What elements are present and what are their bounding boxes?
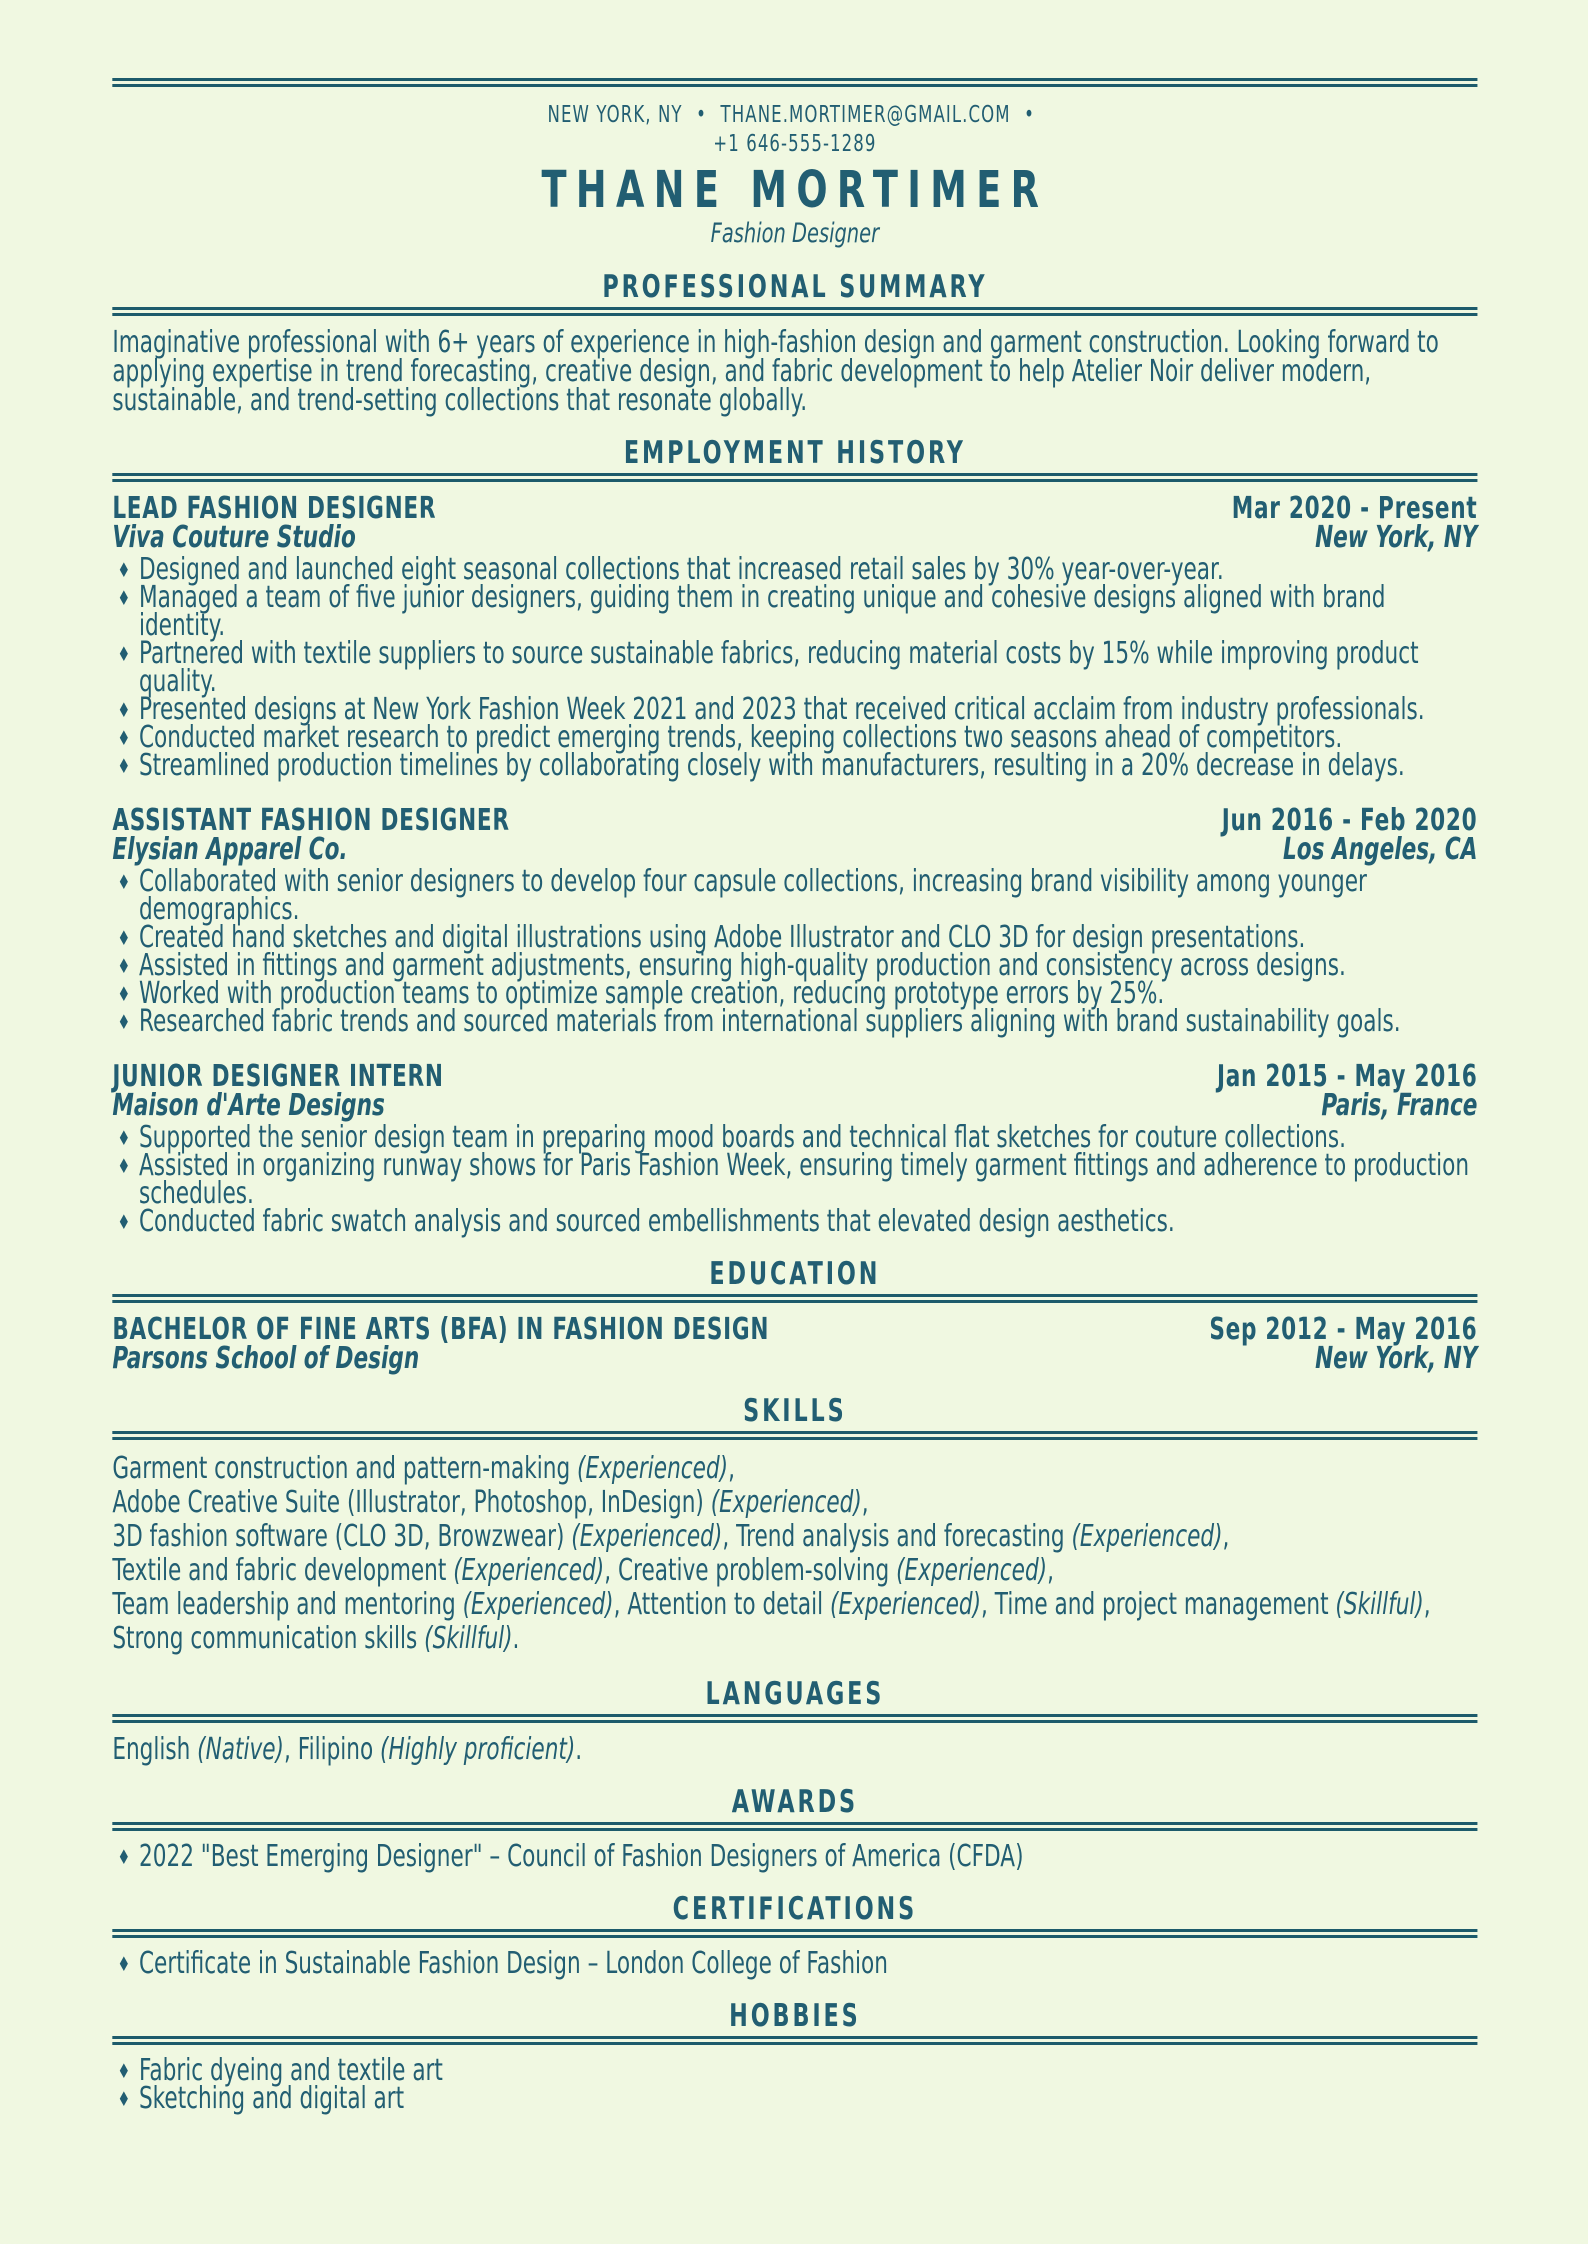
diamond-bullet-icon: ♦ bbox=[117, 2059, 131, 2083]
skill-name: Adobe Creative Suite (Illustrator, Photoshop, InDesign) bbox=[112, 1485, 704, 1520]
language-name: Filipino bbox=[297, 1732, 374, 1767]
bullet-text: Presented designs at New York Fashion Week 2021 and 2023 that received critical acclaim from industry professionals. bbox=[138, 692, 1425, 727]
skill-level: (Experienced) bbox=[446, 1553, 605, 1588]
bullet-text: Certificate in Sustainable Fashion Design – London College of Fashion bbox=[138, 1946, 888, 1981]
contact-email: THANE.MORTIMER@GMAIL.COM bbox=[720, 102, 1011, 128]
entry-right bbox=[1209, 1312, 1478, 1376]
diamond-bullet-icon: ♦ bbox=[117, 982, 131, 1006]
entry-right bbox=[1231, 491, 1478, 555]
contact-info bbox=[112, 101, 1477, 159]
entry-header bbox=[112, 803, 1478, 867]
skill-name: 3D fashion software (CLO 3D, Browzwear) bbox=[112, 1519, 565, 1554]
job-entry bbox=[112, 491, 1478, 783]
skill-separator: . bbox=[512, 1621, 520, 1656]
section-skills bbox=[112, 1395, 1477, 1656]
skill-separator: , bbox=[604, 1553, 612, 1588]
skill-line bbox=[112, 1486, 1477, 1520]
language-level: (Native) bbox=[190, 1732, 284, 1767]
section-certifications bbox=[112, 1891, 1477, 1981]
bullet-item bbox=[112, 636, 1477, 699]
entry-title: BACHELOR OF FINE ARTS (BFA) IN FASHION DESIGN bbox=[112, 1312, 770, 1347]
entry-location: New York, NY bbox=[1315, 520, 1478, 555]
bullet-item bbox=[112, 748, 1477, 783]
section-divider bbox=[112, 2036, 1477, 2045]
bullet-item bbox=[112, 1839, 1477, 1874]
diamond-bullet-icon: ♦ bbox=[117, 726, 131, 750]
entry-dates: Jan 2015 - May 2016 bbox=[1217, 1059, 1478, 1094]
diamond-bullet-icon: ♦ bbox=[117, 1845, 131, 1869]
education-list bbox=[112, 1312, 1478, 1376]
bullet-text: Conducted market research to predict emerging trends, keeping collections two seasons ahead of competitors. bbox=[138, 720, 1343, 755]
skill-line bbox=[112, 1452, 1477, 1486]
skill-name: Time and project management bbox=[994, 1587, 1329, 1622]
bullet-text: Partnered with textile suppliers to source sustainable fabrics, reducing material costs by 15% while improving product quality. bbox=[138, 636, 1419, 699]
bullet-item bbox=[112, 1004, 1477, 1039]
summary-text: Imaginative professional with 6+ years of experience in high-fashion design and garment construction. Looking forward to applying expertise in trend forecasting, creative design, and fabric development to help Atelier Noir deliver modern, sustainable, and trend-setting collections that resonate globally. bbox=[112, 325, 1439, 418]
skill-separator: , bbox=[1222, 1519, 1230, 1554]
job-bullets bbox=[112, 1120, 1477, 1239]
languages-heading: LANGUAGES bbox=[705, 1676, 885, 1712]
diamond-bullet-icon: ♦ bbox=[117, 1952, 131, 1976]
bullet-text: Created hand sketches and digital illustrations using Adobe Illustrator and CLO 3D for design presentations. bbox=[138, 920, 1306, 955]
education-entry bbox=[112, 1312, 1478, 1376]
diamond-bullet-icon: ♦ bbox=[117, 2087, 131, 2111]
skill-line bbox=[112, 1588, 1477, 1622]
certifications-list bbox=[112, 1946, 1477, 1981]
contact-phone: +1 646-555-1289 bbox=[713, 131, 877, 157]
skill-separator: , bbox=[861, 1485, 869, 1520]
diamond-bullet-icon: ♦ bbox=[117, 1210, 131, 1234]
jobs-list bbox=[112, 491, 1478, 1239]
hobbies-list bbox=[112, 2053, 1477, 2116]
top-divider bbox=[112, 78, 1477, 87]
language-name: English bbox=[112, 1732, 191, 1767]
candidate-name: THANE MORTIMER bbox=[541, 161, 1049, 220]
certifications-heading: CERTIFICATIONS bbox=[672, 1891, 918, 1927]
skill-level: (Experienced) bbox=[455, 1587, 614, 1622]
job-entry bbox=[112, 803, 1478, 1039]
job-bullets bbox=[112, 864, 1477, 1039]
entry-left bbox=[112, 1059, 444, 1123]
entry-right bbox=[1217, 1059, 1478, 1123]
entry-right bbox=[1221, 803, 1478, 867]
skill-level: (Experienced) bbox=[1064, 1519, 1223, 1554]
diamond-bullet-icon: ♦ bbox=[117, 754, 131, 778]
diamond-bullet-icon: ♦ bbox=[117, 1010, 131, 1034]
contact-line-2 bbox=[112, 130, 1477, 159]
languages-list bbox=[112, 1732, 1477, 1767]
skill-separator: , bbox=[981, 1587, 988, 1622]
summary-heading: PROFESSIONAL SUMMARY bbox=[602, 269, 988, 305]
awards-heading: AWARDS bbox=[731, 1784, 858, 1820]
skill-level: (Skillful) bbox=[417, 1621, 513, 1656]
bullet-text: Fabric dyeing and textile art bbox=[138, 2053, 443, 2088]
entry-title: LEAD FASHION DESIGNER bbox=[112, 491, 437, 526]
section-divider bbox=[112, 1714, 1477, 1723]
entry-company: Parsons School of Design bbox=[112, 1341, 420, 1376]
bullet-item bbox=[112, 580, 1477, 643]
entry-header bbox=[112, 1059, 1478, 1123]
awards-list bbox=[112, 1839, 1477, 1874]
section-hobbies bbox=[112, 1998, 1477, 2116]
entry-left bbox=[112, 491, 437, 555]
bullet-text: Researched fabric trends and sourced materials from international suppliers aligning with brand sustainability goals. bbox=[138, 1004, 1401, 1039]
section-divider bbox=[112, 473, 1477, 482]
diamond-bullet-icon: ♦ bbox=[117, 642, 131, 666]
diamond-bullet-icon: ♦ bbox=[117, 1154, 131, 1178]
job-entry bbox=[112, 1059, 1478, 1239]
skill-level: (Experienced) bbox=[564, 1519, 723, 1554]
entry-left bbox=[112, 803, 510, 867]
skill-name: Textile and fabric development bbox=[112, 1553, 447, 1588]
bullet-text: Assisted in fittings and garment adjustments, ensuring high-quality production and consistency across designs. bbox=[138, 948, 1346, 983]
section-languages bbox=[112, 1676, 1477, 1767]
entry-header bbox=[112, 491, 1478, 555]
diamond-bullet-icon: ♦ bbox=[117, 698, 131, 722]
skill-line bbox=[112, 1622, 1477, 1656]
skill-level: (Skillful) bbox=[1328, 1587, 1424, 1622]
section-divider bbox=[112, 1294, 1477, 1303]
hobbies-heading: HOBBIES bbox=[729, 1998, 861, 2034]
skill-separator: , bbox=[722, 1519, 730, 1554]
diamond-bullet-icon: ♦ bbox=[117, 558, 131, 582]
diamond-bullet-icon: ♦ bbox=[117, 954, 131, 978]
language-separator: , bbox=[283, 1732, 291, 1767]
skill-line bbox=[112, 1554, 1477, 1588]
entry-dates: Jun 2016 - Feb 2020 bbox=[1221, 803, 1478, 838]
diamond-bullet-icon: ♦ bbox=[117, 870, 131, 894]
bullet-text: 2022 "Best Emerging Designer" – Council of Fashion Designers of America (CFDA) bbox=[138, 1839, 1024, 1874]
bullet-text: Assisted in organizing runway shows for Paris Fashion Week, ensuring timely garment fittings and adherence to production schedules. bbox=[138, 1148, 1470, 1211]
bullet-text: Supported the senior design team in preparing mood boards and technical flat sketches for couture collections. bbox=[138, 1120, 1346, 1155]
entry-dates: Mar 2020 - Present bbox=[1231, 491, 1478, 526]
skills-heading: SKILLS bbox=[743, 1393, 847, 1429]
bullet-item bbox=[112, 1204, 1477, 1239]
skill-separator: , bbox=[728, 1451, 735, 1486]
entry-location: New York, NY bbox=[1315, 1341, 1478, 1376]
employment-heading: EMPLOYMENT HISTORY bbox=[623, 435, 966, 471]
entry-header bbox=[112, 1312, 1478, 1376]
section-divider bbox=[112, 307, 1477, 316]
section-employment-history bbox=[112, 435, 1478, 1239]
entry-company: Maison d'Arte Designs bbox=[112, 1088, 385, 1123]
entry-dates: Sep 2012 - May 2016 bbox=[1209, 1312, 1478, 1347]
skill-separator: , bbox=[1047, 1553, 1054, 1588]
skill-separator: , bbox=[613, 1587, 621, 1622]
bullet-item bbox=[112, 2081, 1477, 2116]
entry-company: Elysian Apparel Co. bbox=[112, 832, 348, 867]
entry-company: Viva Couture Studio bbox=[112, 520, 356, 555]
skill-level: (Experienced) bbox=[823, 1587, 982, 1622]
skill-name: Creative problem-solving bbox=[617, 1553, 890, 1588]
separator-dot: • bbox=[1024, 102, 1036, 128]
bullet-item bbox=[112, 1946, 1477, 1981]
section-professional-summary bbox=[112, 269, 1477, 418]
bullet-item bbox=[112, 864, 1477, 927]
bullet-item bbox=[112, 1148, 1477, 1211]
entry-title: JUNIOR DESIGNER INTERN bbox=[112, 1059, 444, 1094]
bullet-text: Collaborated with senior designers to develop four capsule collections, increasing brand visibility among younger demographics. bbox=[138, 864, 1367, 927]
bullet-text: Managed a team of five junior designers, guiding them in creating unique and cohesive designs aligned with brand identity. bbox=[138, 580, 1386, 643]
skills-list bbox=[112, 1452, 1477, 1656]
bullet-text: Conducted fabric swatch analysis and sourced embellishments that elevated design aesthetics. bbox=[138, 1204, 1175, 1239]
skill-level: (Experienced) bbox=[703, 1485, 862, 1520]
bullet-text: Designed and launched eight seasonal collections that increased retail sales by 30% year-over-year. bbox=[138, 552, 1224, 587]
skill-name: Team leadership and mentoring bbox=[112, 1587, 456, 1622]
candidate-role: Fashion Designer bbox=[710, 218, 880, 249]
job-bullets bbox=[112, 552, 1477, 783]
education-heading: EDUCATION bbox=[709, 1256, 881, 1292]
section-divider bbox=[112, 1929, 1477, 1938]
resume-content bbox=[112, 0, 1478, 2116]
section-awards bbox=[112, 1784, 1477, 1874]
diamond-bullet-icon: ♦ bbox=[117, 926, 131, 950]
skill-line bbox=[112, 1520, 1477, 1554]
bullet-text: Streamlined production timelines by collaborating closely with manufacturers, resulting in a 20% decrease in delays. bbox=[138, 748, 1405, 783]
diamond-bullet-icon: ♦ bbox=[117, 1126, 131, 1150]
entry-left bbox=[112, 1312, 770, 1376]
skill-separator: , bbox=[1423, 1587, 1431, 1622]
section-divider bbox=[112, 1822, 1477, 1831]
language-separator: . bbox=[575, 1732, 583, 1767]
bullet-text: Worked with production teams to optimize sample creation, reducing prototype errors by 25%. bbox=[138, 976, 1165, 1011]
skill-name: Trend analysis and forecasting bbox=[736, 1519, 1065, 1554]
skill-level: (Experienced) bbox=[570, 1451, 729, 1486]
diamond-bullet-icon: ♦ bbox=[117, 586, 131, 610]
skill-name: Attention to detail bbox=[627, 1587, 824, 1622]
skill-name: Strong communication skills bbox=[112, 1621, 418, 1656]
language-level: (Highly proficient) bbox=[373, 1732, 576, 1767]
contact-line-1 bbox=[112, 101, 1477, 130]
contact-location: NEW YORK, NY bbox=[547, 102, 683, 128]
section-education bbox=[112, 1256, 1478, 1376]
entry-title: ASSISTANT FASHION DESIGNER bbox=[112, 803, 510, 838]
entry-location: Los Angeles, CA bbox=[1283, 832, 1478, 867]
section-divider bbox=[112, 1431, 1477, 1440]
skill-name: Garment construction and pattern-making bbox=[112, 1451, 571, 1486]
entry-location: Paris, France bbox=[1321, 1088, 1478, 1123]
bullet-text: Sketching and digital art bbox=[138, 2081, 405, 2116]
separator-dot: • bbox=[696, 102, 708, 128]
skill-level: (Experienced) bbox=[889, 1553, 1048, 1588]
